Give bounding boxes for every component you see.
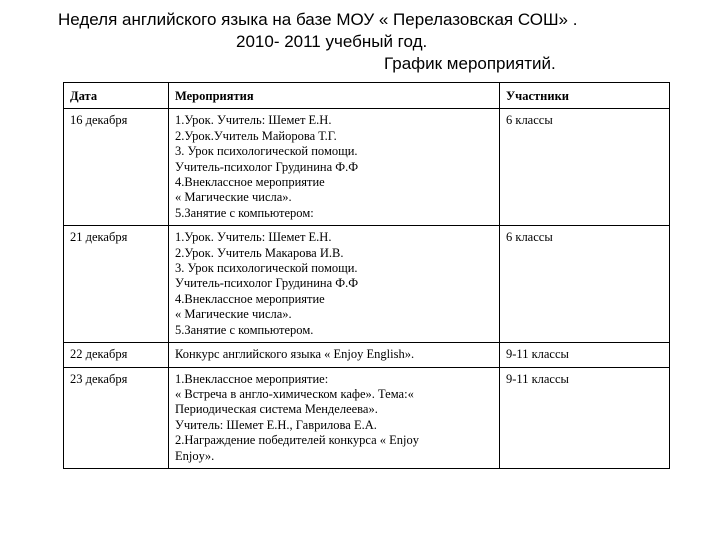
schedule-table-wrap xyxy=(63,82,669,469)
activity-line: Учитель-психолог Грудинина Ф.Ф xyxy=(175,159,359,174)
cell-participants: 9-11 классы xyxy=(500,343,670,367)
schedule-table xyxy=(63,82,670,469)
table-row xyxy=(64,343,670,367)
activity-line: Конкурс английского языка « Enjoy English». xyxy=(175,347,415,362)
table-header-row xyxy=(64,83,670,109)
activity-line: « Магические числа». xyxy=(175,190,292,205)
cell-activities xyxy=(169,367,500,468)
activity-line: « Магические числа». xyxy=(175,307,292,322)
activity-line: « Встреча в англо-химическом кафе». Тема:« xyxy=(175,386,414,401)
cell-date: 21 декабря xyxy=(64,226,169,343)
cell-participants: 6 классы xyxy=(500,226,670,343)
cell-activities xyxy=(169,226,500,343)
cell-date: 16 декабря xyxy=(64,109,169,226)
activity-line: 5.Занятие с компьютером. xyxy=(175,322,314,337)
column-header-date: Дата xyxy=(64,83,169,109)
activity-line: Учитель-психолог Грудинина Ф.Ф xyxy=(175,276,359,291)
cell-date: 23 декабря xyxy=(64,367,169,468)
activity-line: 5.Занятие с компьютером: xyxy=(175,205,314,220)
cell-participants: 9-11 классы xyxy=(500,367,670,468)
cell-participants: 6 классы xyxy=(500,109,670,226)
activity-line: 1.Урок. Учитель: Шемет Е.Н. xyxy=(175,230,332,245)
table-row xyxy=(64,226,670,343)
cell-activities xyxy=(169,109,500,226)
activity-line: 4.Внеклассное мероприятие xyxy=(175,291,325,306)
activity-line: 4.Внеклассное мероприятие xyxy=(175,175,325,190)
activity-line: 2.Урок.Учитель Майорова Т.Г. xyxy=(175,128,337,143)
activity-line: 2.Урок. Учитель Макарова И.В. xyxy=(175,245,344,260)
cell-activities xyxy=(169,343,500,367)
activity-line: 1.Внеклассное мероприятие: xyxy=(175,371,329,386)
table-row xyxy=(64,367,670,468)
table-row xyxy=(64,109,670,226)
activity-line: 3. Урок психологической помощи. xyxy=(175,144,358,159)
activity-line: 1.Урок. Учитель: Шемет Е.Н. xyxy=(175,113,332,128)
header-title: Неделя английского языка на базе МОУ « Перелазовская СОШ» . xyxy=(58,10,578,29)
activity-line: Enjoy». xyxy=(175,448,215,463)
cell-date: 22 декабря xyxy=(64,343,169,367)
header-schedule-title: График мероприятий. xyxy=(384,54,556,73)
header-school-year: 2010- 2011 учебный год. xyxy=(236,32,428,51)
activity-line: 2.Награждение победителей конкурса « Enjoy xyxy=(175,433,420,448)
activity-line: Периодическая система Менделеева». xyxy=(175,402,378,417)
activity-line: Учитель: Шемет Е.Н., Гаврилова Е.А. xyxy=(175,417,377,432)
column-header-participants: Участники xyxy=(500,83,670,109)
column-header-activities: Мероприятия xyxy=(169,83,500,109)
activity-line: 3. Урок психологической помощи. xyxy=(175,261,358,276)
